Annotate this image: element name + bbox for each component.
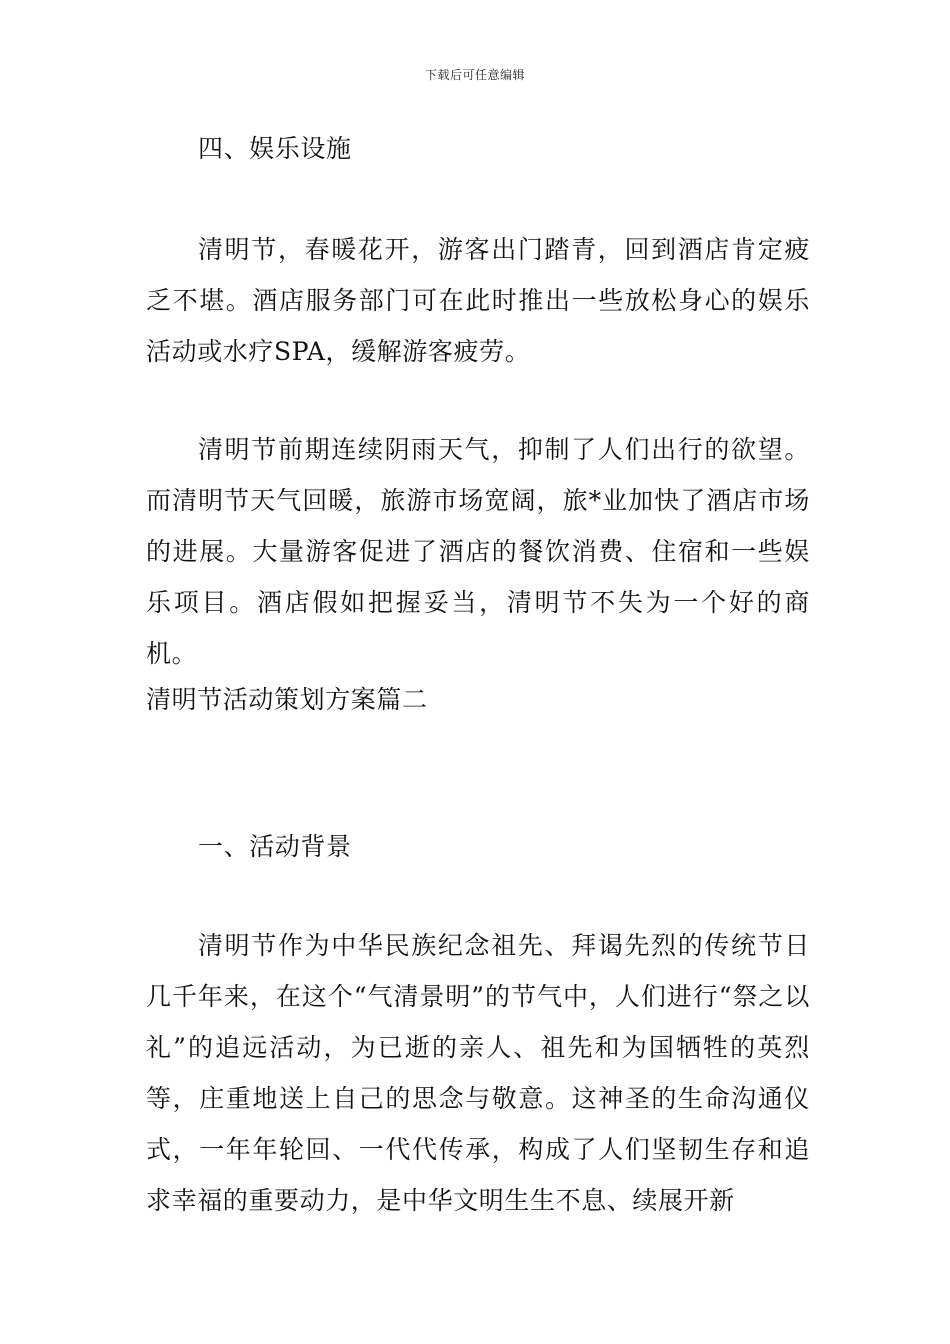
plan-title: 清明节活动策划方案篇二 <box>146 685 428 714</box>
section-heading-background: 一、活动背景 <box>198 832 352 861</box>
paragraph-business-opportunity <box>146 424 810 679</box>
paragraph-entertainment-intro <box>146 224 810 377</box>
paragraph-text: 清明节作为中华民族纪念祖先、拜谒先烈的传统节日几千年来，在这个“气清景明”的节气中，人们进行“祭之以礼”的追远活动，为已逝的亲人、祖先和为国牺牲的英烈等，庄重地送上自己的思念与敬意。这神圣的生命沟通仪式，一年年轮回、一代代传承，构成了人们坚韧生存和追求幸福的重要动力，是中华文明生生不息、续展开新 <box>146 931 810 1215</box>
header-note: 下载后可任意编辑 <box>424 68 525 82</box>
paragraph-text: 清明节，春暖花开，游客出门踏青，回到酒店肯定疲乏不堪。酒店服务部门可在此时推出一些放松身心的娱乐活动或水疗SPA，缓解游客疲劳。 <box>146 235 810 366</box>
paragraph-background <box>146 920 810 1226</box>
paragraph-text: 清明节前期连续阴雨天气，抑制了人们出行的欲望。而清明节天气回暖，旅游市场宽阔，旅*业加快了酒店市场的进展。大量游客促进了酒店的餐饮消费、住宿和一些娱乐项目。酒店假如把握妥当，清明节不失为一个好的商机。 <box>146 435 810 668</box>
section-heading-entertainment: 四、娱乐设施 <box>198 134 352 163</box>
